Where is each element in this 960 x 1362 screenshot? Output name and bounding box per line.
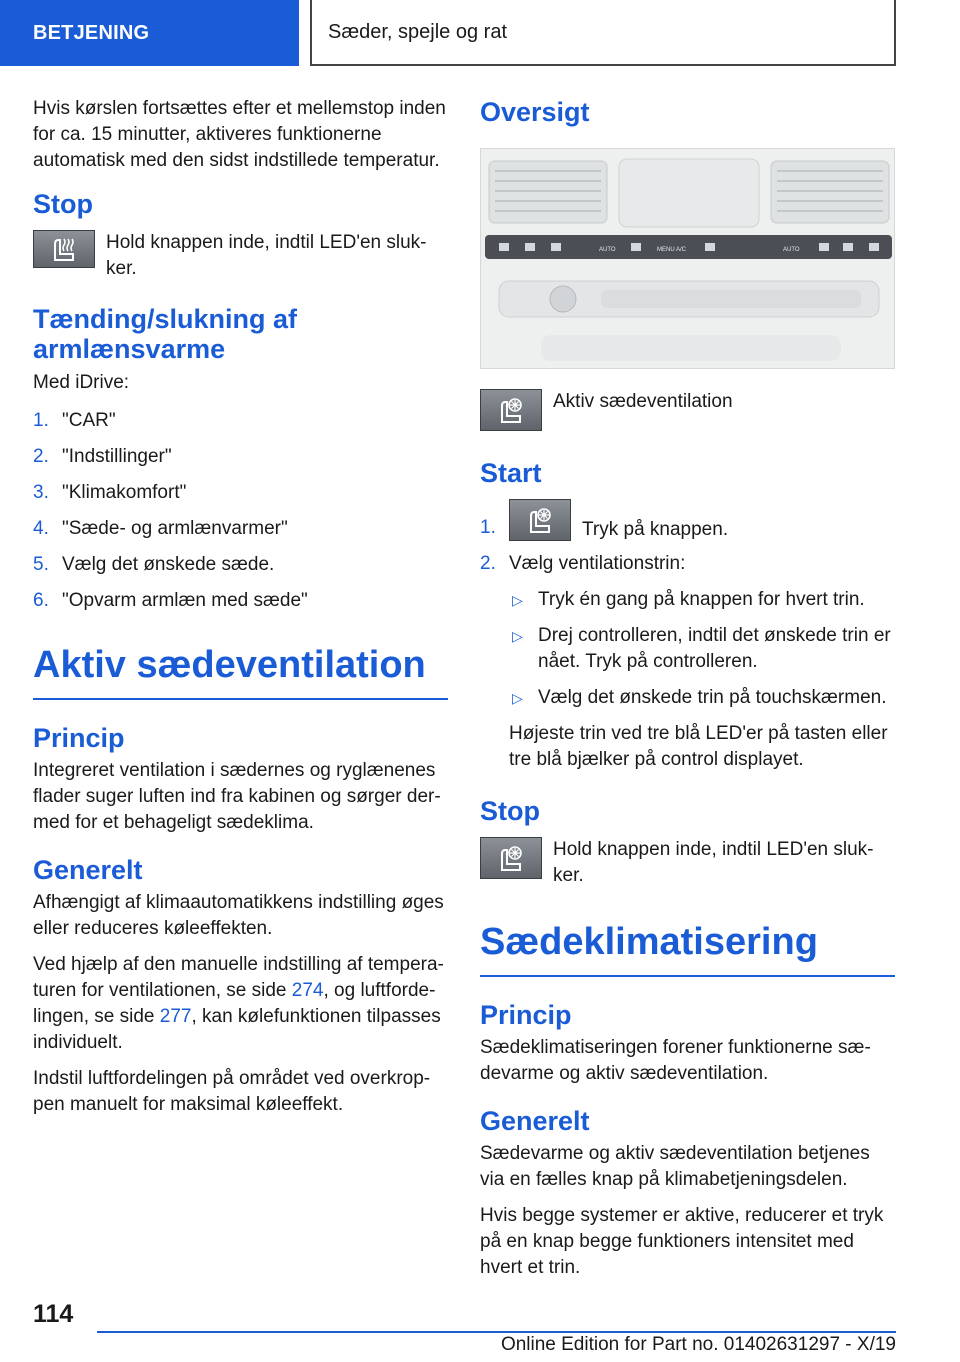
triangle-bullet-icon: ▷ — [512, 592, 523, 608]
footer-divider — [97, 1331, 896, 1333]
principle-text: Sædeklimatiseringen forener funktionerne sædevarme og aktiv sædeventilation. — [480, 1037, 871, 1084]
general-heading: Generelt — [33, 855, 143, 885]
stop-instruction — [480, 837, 895, 889]
overview-caption-row — [480, 389, 895, 431]
climate-section-heading: Sædeklimatisering — [480, 919, 895, 977]
principle-heading: Princip — [480, 1000, 572, 1030]
list-item: ▷ Vælg det ønskede trin på touchskærmen. — [509, 685, 895, 711]
principle-heading: Princip — [33, 723, 125, 753]
armrest-steps — [33, 408, 448, 614]
triangle-bullet-icon: ▷ — [512, 628, 523, 644]
principle-text: Integreret ventilation i sædernes og ryglænenes flader suger luften ind fra kabinen og sørger dermed for et behageligt sædeklima. — [33, 760, 441, 833]
stop-heading: Stop — [480, 796, 540, 826]
seat-heating-button-icon — [33, 230, 95, 268]
start-substeps-wrap — [480, 587, 895, 773]
stop-text: Hold knappen inde, indtil LED'en slukker. — [106, 232, 427, 279]
panel-label-auto: AUTO — [599, 247, 616, 253]
general-paragraph-3: Indstil luftfordelingen på området ved overkroppen manuelt for maksimal køleeffekt. — [33, 1068, 431, 1115]
general-paragraph-1: Afhængigt af klimaautomatikkens indstilling øges eller reduceres køleeffekten. — [33, 892, 444, 939]
page-reference-link[interactable]: 274 — [291, 980, 324, 1001]
chapter-title: Sæder, spejle og rat — [328, 20, 507, 43]
climate-panel-photo — [480, 148, 895, 369]
panel-label-menu: MENU A/C — [657, 247, 687, 253]
triangle-bullet-icon: ▷ — [512, 690, 523, 706]
list-item: 1. Tryk på knappen. — [480, 499, 895, 541]
stop-heading: Stop — [33, 189, 93, 219]
panel-label-auto: AUTO — [783, 247, 800, 253]
page-reference-link[interactable]: 277 — [159, 1006, 192, 1027]
general-paragraph-1: Sædevarme og aktiv sædeventilation betjenes via en fælles knap på klimabetjeningsdelen. — [480, 1143, 870, 1190]
seat-ventilation-button-icon — [480, 837, 542, 879]
page-number: 114 — [33, 1300, 74, 1328]
start-note: Højeste trin ved tre blå LED'er på tasten eller tre blå bjælker på control displayet. — [509, 723, 888, 770]
list-item: 2. "Indstillinger" — [33, 446, 172, 467]
stop-text: Hold knappen inde, indtil LED'en slukker. — [553, 839, 874, 886]
list-item: ▷ Tryk én gang på knappen for hvert trin. — [509, 587, 895, 613]
ventilation-section-heading: Aktiv sædeventilation — [33, 642, 448, 700]
list-item: 1. "CAR" — [33, 410, 116, 431]
intro-paragraph: Hvis kørslen fortsættes efter et mellemstop inden for ca. 15 minutter, aktiveres funktionerne automatisk med den sidst indstillede temperatur. — [33, 98, 446, 171]
armrest-heading: Tænding/slukning af armlænsvarme — [33, 304, 297, 364]
section-label: BETJENING — [33, 21, 150, 44]
stop-instruction — [33, 230, 448, 282]
overview-heading: Oversigt — [480, 97, 590, 127]
general-paragraph-2: Hvis begge systemer er aktive, reducerer et tryk på en knap begge funktioners intensitet med hvert et trin. — [480, 1205, 884, 1278]
list-item: 5. Vælg det ønskede sæde. — [33, 554, 275, 575]
seat-ventilation-button-icon — [509, 499, 571, 541]
chapter-title-box — [310, 0, 896, 66]
start-heading: Start — [480, 458, 542, 488]
start-substeps — [509, 587, 895, 711]
section-tab — [0, 0, 299, 66]
list-item: ▷ Drej controlleren, indtil det ønskede trin er nået. Tryk på controlleren. — [512, 625, 891, 672]
left-column — [33, 96, 448, 1128]
seat-ventilation-button-icon — [480, 389, 542, 431]
overview-caption: Aktiv sædeventilation — [553, 391, 733, 412]
right-column — [480, 96, 895, 1291]
list-item: 6. "Opvarm armlæn med sæde" — [33, 590, 308, 611]
edition-footer: Online Edition for Part no. 01402631297 - X/19 — [500, 1334, 896, 1355]
list-item: 4. "Sæde- og armlænvarmer" — [33, 518, 288, 539]
armrest-lead: Med iDrive: — [33, 372, 130, 393]
start-steps — [480, 499, 895, 577]
list-item: 2. Vælg ventilationstrin: — [480, 553, 686, 574]
general-paragraph-2: Ved hjælp af den manuelle indstilling af temperaturen for ventilationen, se side 274, og luftfordelingen, se side 277, kan kølefunktionen tilpasses individuelt. — [33, 954, 444, 1053]
list-item: 3. "Klimakomfort" — [33, 482, 187, 503]
general-heading: Generelt — [480, 1106, 590, 1136]
